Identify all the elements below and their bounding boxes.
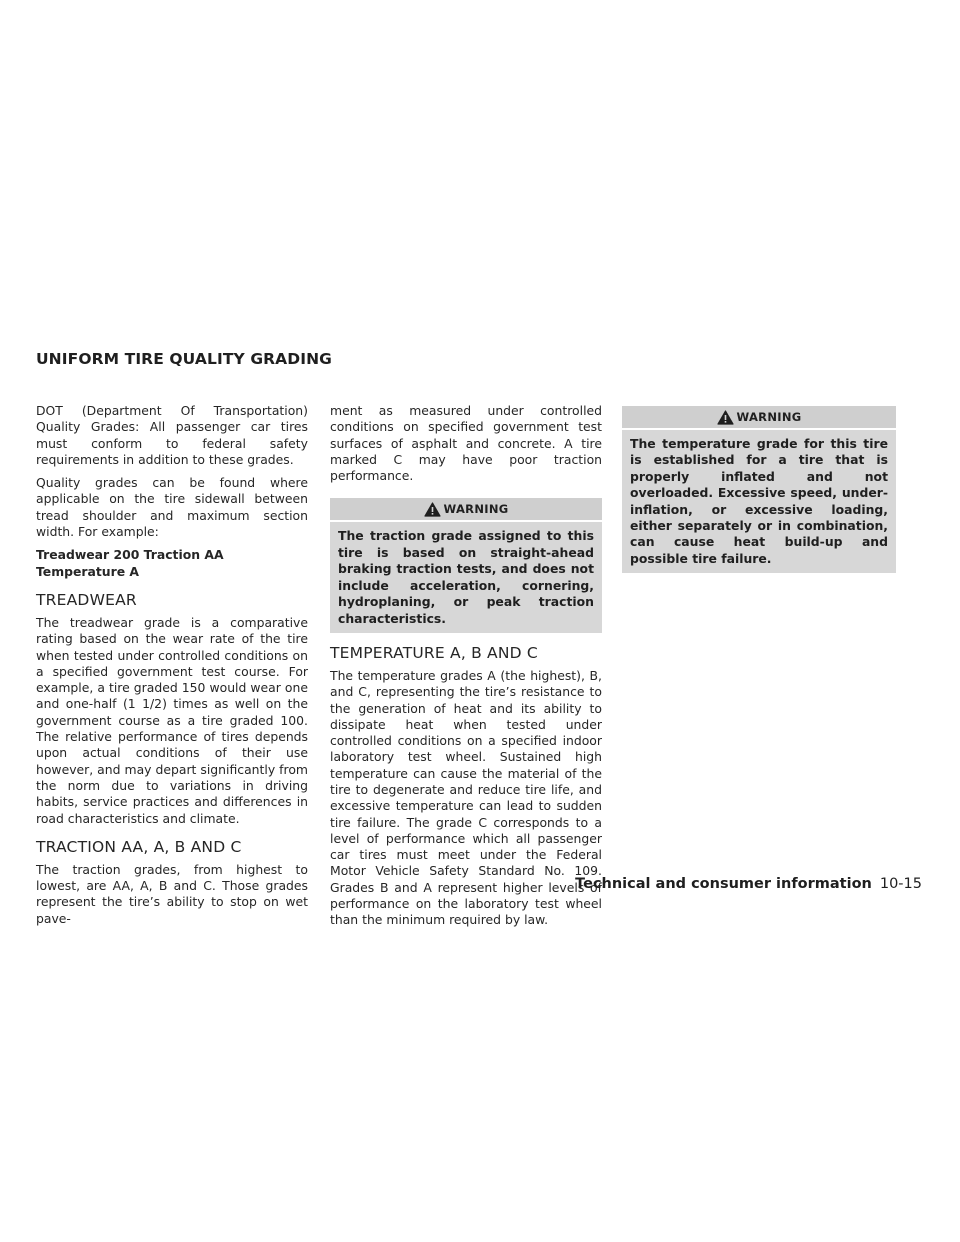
treadwear-paragraph: The treadwear grade is a comparative rating based on the wear rate of the tire when tested under controlled conditions on a specified government test course. For example, a tire graded 150 would wear one and one-half (1 1/2) times as well on the government course as a tire graded 100. The relative performance of tires depends upon actual conditions of their use however, and may depart significantly from the norm due to variations in driving habits, service practices and differences in road characteristics and climate.: [36, 614, 308, 826]
traction-paragraph: The traction grades, from highest to lowest, are AA, A, B and C. Those grades represent the tire’s ability to stop on wet pave-: [36, 861, 308, 926]
section-title: UNIFORM TIRE QUALITY GRADING: [36, 350, 333, 368]
column-2: [330, 403, 602, 936]
temperature-heading: TEMPERATURE A, B AND C: [330, 643, 538, 662]
traction-warning-box: [330, 498, 602, 632]
intro-paragraph: DOT (Department Of Transportation) Quality Grades: All passenger car tires must conform to federal safety requirements in addition to these grades.: [36, 403, 308, 467]
warning-label: WARNING: [736, 410, 802, 424]
temperature-warning-box: [622, 406, 896, 573]
quality-grades-paragraph: Quality grades can be found where applicable on the tire sidewall between tread shoulder and maximum section width. For example:: [36, 475, 308, 540]
traction-paragraph-continued: ment as measured under controlled conditions on specified government test surfaces of asphalt and concrete. A tire marked C may have poor traction performance.: [330, 403, 602, 484]
warning-triangle-icon: [424, 502, 441, 517]
warning-header: [330, 498, 602, 522]
warning-triangle-icon: [717, 410, 734, 425]
warning-header: [622, 406, 896, 430]
footer-section-title: Technical and consumer information: [575, 876, 872, 892]
page-footer: [575, 876, 922, 892]
treadwear-heading: TREADWEAR: [36, 590, 137, 609]
temperature-paragraph: The temperature grades A (the highest), B, and C, representing the tire’s resistance to the generation of heat and its ability to dissipate heat when tested under controlled conditions on a specified indoor laboratory test wheel. Sustained high temperature can cause the material of the tire to degenerate and reduce tire life, and excessive temperature can lead to sudden tire failure. The grade C corresponds to a level of performance which all passenger car tires must meet under the Federal Motor Vehicle Safety Standard No. 109. Grades B and A represent higher levels of performance on the laboratory test wheel than the minimum required by law.: [330, 667, 602, 928]
example-grade: Treadwear 200 Traction AA Temperature A: [36, 547, 224, 579]
traction-heading: TRACTION AA, A, B AND C: [36, 837, 242, 856]
warning-label: WARNING: [443, 502, 509, 517]
warning-text: The temperature grade for this tire is established for a tire that is properly inflated and not overloaded. Excessive speed, under-inflation, or excessive loading, either separately or in combination, can cause heat build-up and possible tire failure.: [630, 436, 888, 566]
warning-text: The traction grade assigned to this tire is based on straight-ahead braking traction tests, and does not include acceleration, cornering, hydroplaning, or peak traction characteristics.: [338, 528, 594, 626]
column-1: [36, 403, 308, 934]
column-3: [622, 403, 896, 581]
page-number: 10-15: [879, 876, 922, 892]
